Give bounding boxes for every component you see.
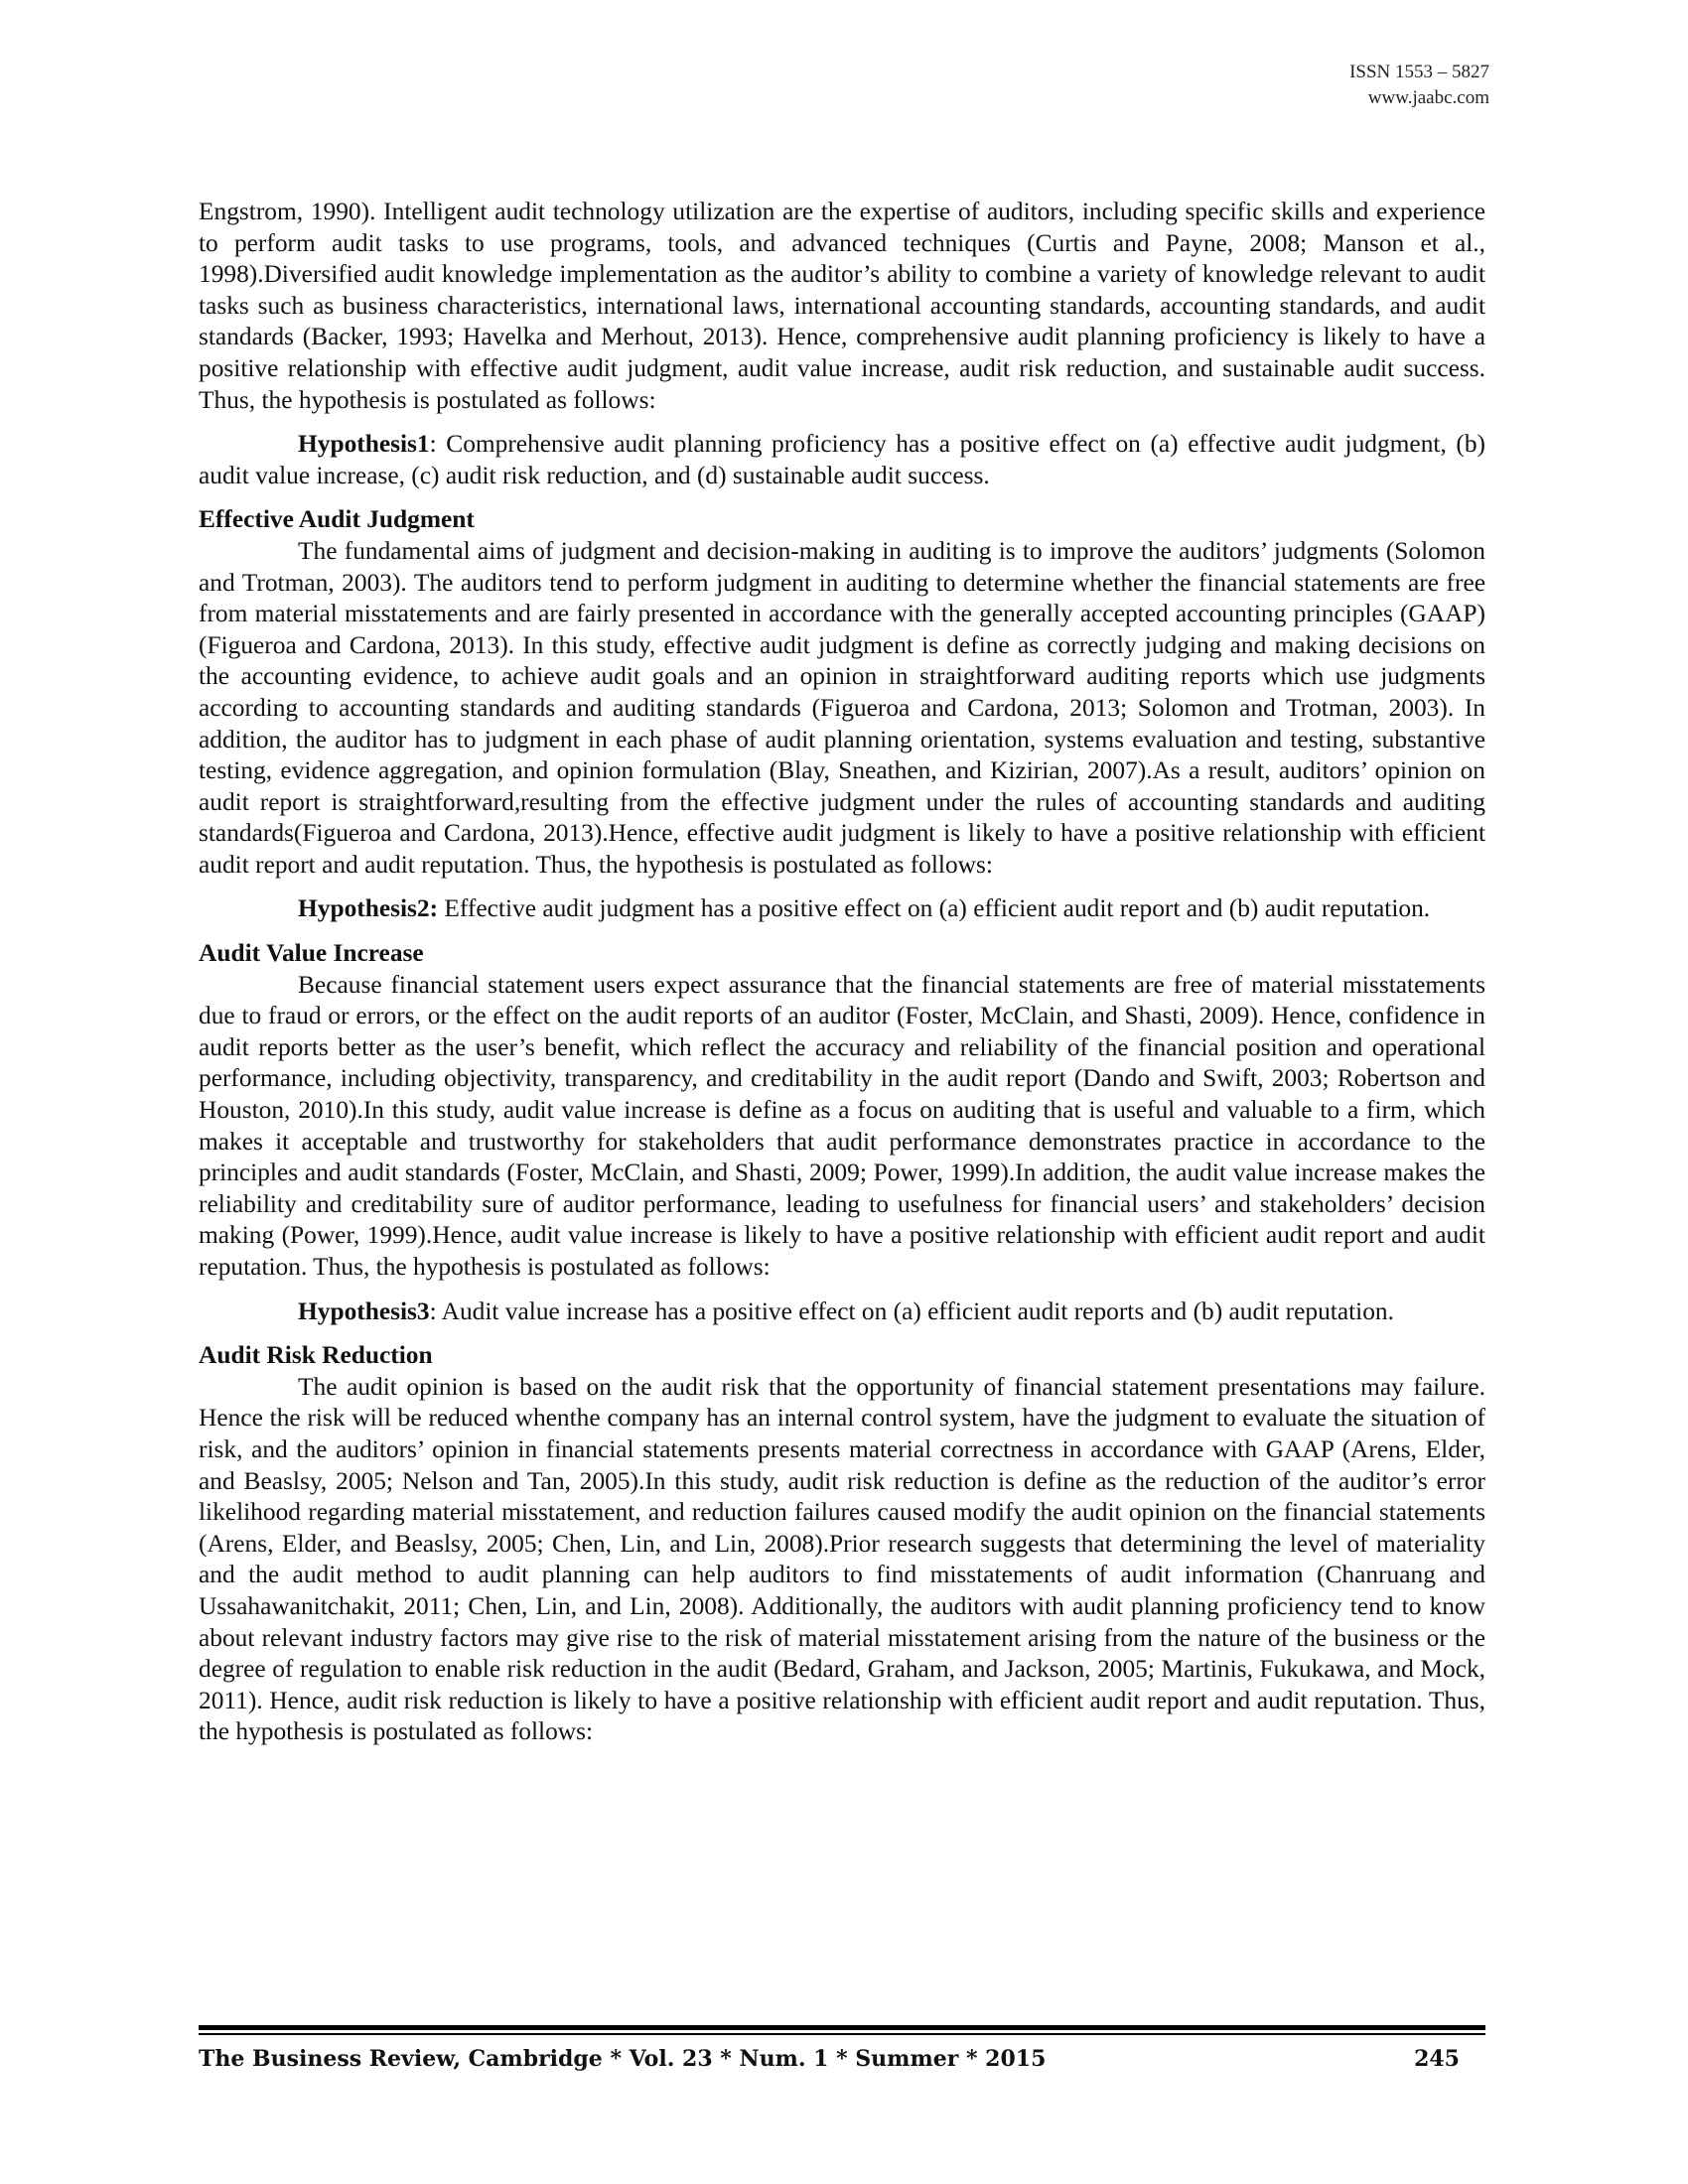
hypothesis-1-label: Hypothesis1 (298, 430, 430, 459)
paragraph-audit-risk-reduction: The audit opinion is based on the audit risk that the opportunity of financial statement presentations may failure. Hence the risk will be reduced whenthe company has an internal control system, have the judgment to evaluate the situation of risk, and the auditors’ opinion in financial statements presents material correctness in accordance with GAAP (Arens, Elder, and Beaslsy, 2005; Nelson and Tan, 2005).In this study, audit risk reduction is define as the reduction of the auditor’s error likelihood regarding material misstatement, and reduction failures caused modify the audit opinion on the financial statements (Arens, Elder, and Beaslsy, 2005; Chen, Lin, and Lin, 2008).Prior research suggests that determining the level of materiality and the audit method to audit planning can help auditors to find misstatements of audit information (Chanruang and Ussahawanitchakit, 2011; Chen, Lin, and Lin, 2008). Additionally, the auditors with audit planning proficiency tend to know about relevant industry factors may give rise to the risk of material misstatement arising from the nature of the business or the degree of regulation to enable risk reduction in the audit (Bedard, Graham, and Jackson, 2005; Martinis, Fukukawa, and Mock, 2011). Hence, audit risk reduction is likely to have a positive relationship with efficient audit report and audit reputation. Thus, the hypothesis is postulated as follows: (199, 1372, 1485, 1746)
paragraph-intro: Engstrom, 1990). Intelligent audit technology utilization are the expertise of auditors, including specific skills and experience to perform audit tasks to use programs, tools, and advanced techniques (Curtis and Payne, 2008; Manson et al., 1998).Diversified audit knowledge implementation as the auditor’s ability to combine a variety of knowledge relevant to audit tasks such as business characteristics, international laws, international accounting standards, accounting standards, and audit standards (Backer, 1993; Havelka and Merhout, 2013). Hence, comprehensive audit planning proficiency is likely to have a positive relationship with effective audit judgment, audit value increase, audit risk reduction, and sustainable audit success. Thus, the hypothesis is postulated as follows: (199, 198, 1485, 414)
section-heading-effective-audit-judgment: Effective Audit Judgment (199, 505, 475, 534)
page-footer (199, 2043, 1460, 2075)
hypothesis-3-text: : Audit value increase has a positive effect on (a) efficient audit reports and (b) audit reputation. (429, 1297, 1394, 1325)
section-heading-audit-risk-reduction: Audit Risk Reduction (199, 1341, 433, 1370)
issn-label: ISSN 1553 – 5827 (1349, 62, 1489, 82)
hypothesis-2-label: Hypothesis2: (298, 894, 439, 923)
hypothesis-1-text: : Comprehensive audit planning proficiency has a positive effect on (a) effective audit judgment, (b) audit value increase, (c) audit risk reduction, and (d) sustainable audit success. (199, 430, 1485, 489)
footer-divider-thick (199, 2025, 1485, 2030)
section-heading-audit-value-increase: Audit Value Increase (199, 939, 424, 968)
hypothesis-3 (199, 1297, 1485, 1328)
body-text (199, 197, 1485, 1748)
hypothesis-2 (199, 893, 1485, 925)
hypothesis-1 (199, 429, 1485, 491)
paragraph-audit-value-increase: Because financial statement users expect assurance that the financial statements are free of material misstatements due to fraud or errors, or the effect on the audit reports of an auditor (Foster, McClain, and Shasti, 2009). Hence, confidence in audit reports better as the user’s benefit, which reflect the accuracy and reliability of the financial position and operational performance, including objectivity, transparency, and creditability in the audit report (Dando and Swift, 2003; Robertson and Houston, 2010).In this study, audit value increase is define as a focus on auditing that is useful and valuable to a firm, which makes it acceptable and trustworthy for stakeholders that audit performance demonstrates practice in accordance to the principles and audit standards (Foster, McClain, and Shasti, 2009; Power, 1999).In addition, the audit value increase makes the reliability and creditability sure of auditor performance, leading to usefulness for financial users’ and stakeholders’ decision making (Power, 1999).Hence, audit value increase is likely to have a positive relationship with efficient audit report and audit reputation. Thus, the hypothesis is postulated as follows: (199, 970, 1485, 1281)
page-number: 245 (1414, 2046, 1460, 2072)
website-label: www.jaabc.com (1367, 87, 1489, 108)
hypothesis-2-text: Effective audit judgment has a positive effect on (a) efficient audit report and (b) audit reputation. (438, 894, 1431, 923)
journal-citation: The Business Review, Cambridge * Vol. 23 * Num. 1 * Summer * 2015 (199, 2046, 1047, 2072)
footer-divider-thin (199, 2033, 1485, 2035)
page-header (1349, 60, 1489, 111)
hypothesis-3-label: Hypothesis3 (298, 1297, 430, 1325)
paragraph-effective-audit-judgment: The fundamental aims of judgment and decision-making in auditing is to improve the auditors’ judgments (Solomon and Trotman, 2003). The auditors tend to perform judgment in auditing to determine whether the financial statements are free from material misstatements and are fairly presented in accordance with the generally accepted accounting principles (GAAP) (Figueroa and Cardona, 2013). In this study, effective audit judgment is define as correctly judging and making decisions on the accounting evidence, to achieve audit goals and an opinion in straightforward auditing reports which use judgments according to accounting standards and auditing standards (Figueroa and Cardona, 2013; Solomon and Trotman, 2003). In addition, the auditor has to judgment in each phase of audit planning orientation, systems evaluation and testing, substantive testing, evidence aggregation, and opinion formulation (Blay, Sneathen, and Kizirian, 2007).As a result, auditors’ opinion on audit report is straightforward,resulting from the effective judgment under the rules of accounting standards and auditing standards(Figueroa and Cardona, 2013).Hence, effective audit judgment is likely to have a positive relationship with efficient audit report and audit reputation. Thus, the hypothesis is postulated as follows: (199, 536, 1485, 879)
